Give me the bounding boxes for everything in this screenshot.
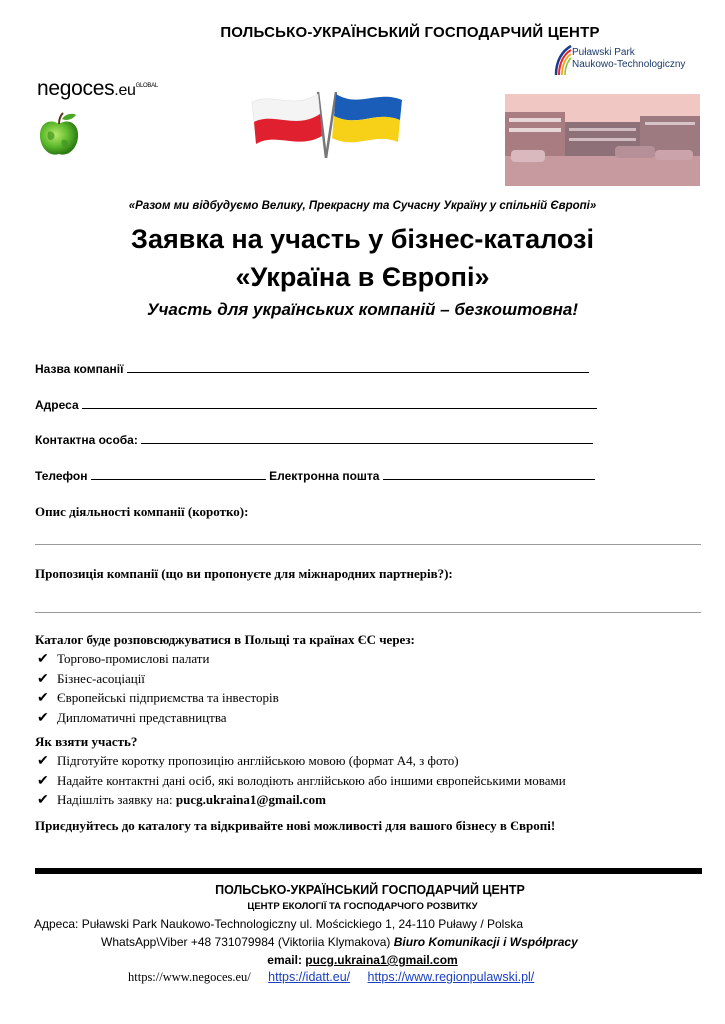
- park-logo-line2: Naukowo-Technologiczny: [572, 59, 686, 70]
- footer-email-label: email:: [267, 953, 306, 967]
- contact-person-label: Контактна особа:: [35, 433, 138, 447]
- list-item: ✔ Надайте контактні дані осіб, які володіють англійською або іншими європейськими мовами: [37, 773, 566, 789]
- footer-address: Адреса: Puławski Park Naukowo-Technologiczny ul. Mościckiego 1, 24-110 Puławy / Polska: [34, 917, 524, 931]
- list-item: ✔ Підготуйте коротку пропозицію англійською мовою (формат А4, з фото): [37, 753, 459, 769]
- list-item: ✔ Торгово-промислові палати: [37, 651, 210, 667]
- park-logo-line1: Puławski Park: [572, 47, 635, 58]
- description-label: Опис діяльності компанії (коротко):: [35, 504, 249, 519]
- footer-contact: [101, 935, 578, 949]
- phone-label: Телефон: [35, 469, 88, 483]
- footer-links: [128, 970, 534, 985]
- description-field[interactable]: [35, 544, 701, 545]
- check-icon: ✔: [37, 793, 49, 808]
- footer-subtitle: ЦЕНТР ЕКОЛОГІЇ ТА ГОСПОДАРЧОГО РОЗВИТКУ: [247, 901, 478, 912]
- footer-divider: [35, 868, 702, 874]
- check-icon: ✔: [37, 691, 49, 706]
- how-heading: Як взяти участь?: [35, 734, 138, 749]
- green-apple-globe-icon: [36, 110, 82, 158]
- slogan: «Разом ми відбудуємо Велику, Прекрасну та Сучасну Україну у спільній Європі»: [128, 200, 597, 212]
- email-label: Електронна пошта: [269, 469, 380, 483]
- negoces-logo-sup: GLOBAL: [135, 83, 158, 89]
- address-label: Адреса: [35, 398, 79, 412]
- send-email[interactable]: pucg.ukraina1@gmail.com: [175, 792, 326, 807]
- check-icon: ✔: [37, 774, 49, 789]
- list-item: ✔ Бізнес-асоціації: [37, 671, 145, 687]
- negoces-logo: [37, 77, 158, 101]
- proposal-field[interactable]: [35, 612, 701, 613]
- phone-field[interactable]: [91, 469, 266, 480]
- check-icon: ✔: [37, 672, 49, 687]
- call-to-action: Приєднуйтесь до каталогу та відкривайте нові можливості для вашого бізнесу в Європі!: [35, 818, 556, 833]
- check-icon: ✔: [37, 754, 49, 769]
- company-name-row: [35, 362, 589, 376]
- negoces-logo-text: negoces: [37, 77, 115, 100]
- building-photo: [505, 94, 700, 186]
- regionpulawski-link[interactable]: https://www.regionpulawski.pl/: [367, 970, 535, 984]
- check-icon: ✔: [37, 711, 49, 726]
- footer-biuro: Biuro Komunikacji i Współpracy: [393, 935, 578, 949]
- poland-ukraine-flags: [248, 88, 408, 160]
- footer-email-row: [0, 953, 725, 967]
- phone-email-row: [35, 469, 595, 483]
- company-name-field[interactable]: [127, 362, 589, 373]
- company-name-label: Назва компанії: [35, 362, 124, 376]
- list-item: ✔ Дипломатичні представництва: [37, 710, 227, 726]
- check-icon: ✔: [37, 652, 49, 667]
- negoces-link[interactable]: https://www.negoces.eu/: [128, 970, 251, 984]
- list-item: ✔ Надішліть заявку на: pucg.ukraina1@gmail.com: [37, 792, 326, 808]
- page-subtitle: Участь для українських компаній – безкоштовна!: [146, 300, 579, 319]
- park-swoosh-icon: [554, 43, 572, 77]
- proposal-label: Пропозиція компанії (що ви пропонуєте для міжнародних партнерів?):: [35, 566, 453, 581]
- footer-title: ПОЛЬСЬКО-УКРАЇНСЬКИЙ ГОСПОДАРЧИЙ ЦЕНТР: [215, 883, 525, 897]
- page-title: [0, 220, 725, 296]
- page-title-line1: Заявка на участь у бізнес-каталозі: [131, 224, 594, 254]
- pulawski-park-logo: [554, 43, 714, 83]
- header-title: ПОЛЬСЬКО-УКРАЇНСЬКИЙ ГОСПОДАРЧИЙ ЦЕНТР: [220, 24, 600, 41]
- negoces-logo-eu: .eu: [114, 82, 136, 99]
- contact-person-row: [35, 433, 593, 447]
- list-item: ✔ Європейські підприємства та інвесторів: [37, 690, 279, 706]
- email-field[interactable]: [383, 469, 595, 480]
- distribution-heading: Каталог буде розповсюджуватися в Польщі та країнах ЄС через:: [35, 632, 415, 647]
- page-title-line2: «Україна в Європі»: [235, 262, 490, 292]
- address-row: [35, 398, 597, 412]
- footer-email-link[interactable]: pucg.ukraina1@gmail.com: [305, 953, 458, 967]
- contact-person-field[interactable]: [141, 433, 593, 444]
- footer-whatsapp: WhatsApp\Viber +48 731079984 (Viktoriia Klymakova): [101, 935, 391, 949]
- address-field[interactable]: [82, 398, 597, 409]
- idatt-link[interactable]: https://idatt.eu/: [268, 970, 351, 984]
